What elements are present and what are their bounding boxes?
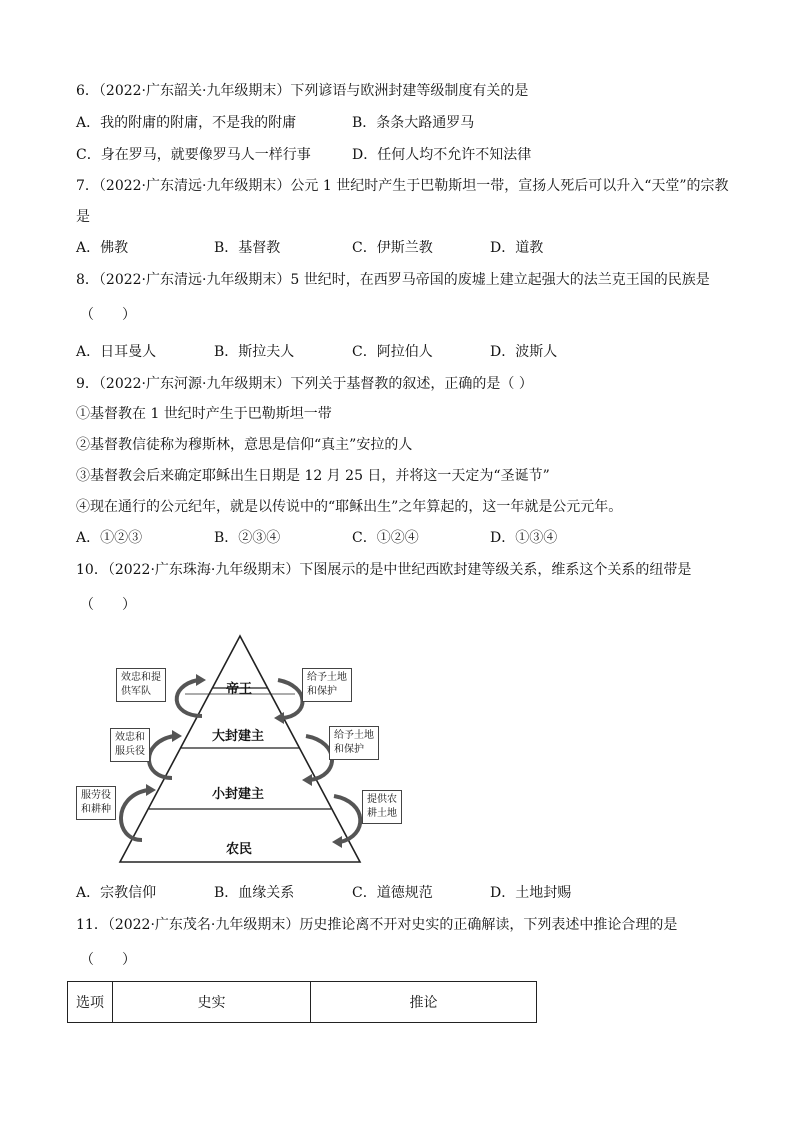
level-great-lords: 大封建主 <box>212 729 265 744</box>
q8-answer-paren: （ ） <box>80 307 136 323</box>
box-text: 和保护 <box>307 686 337 697</box>
q7-stem-line2: 是 <box>76 209 90 225</box>
q10-option-b: B．血缘关系 <box>214 885 295 901</box>
box-text: 服劳役 <box>81 790 111 801</box>
q6-option-a: A．我的附庸的附庸，不是我的附庸 <box>76 115 297 131</box>
left-duty-box-1 <box>116 668 166 702</box>
box-text: 和耕种 <box>81 804 111 815</box>
left-duty-box-2 <box>110 728 150 762</box>
q9-option-d: D．①③④ <box>490 530 558 546</box>
box-text: 耕土地 <box>367 808 397 819</box>
q7-option-c: C．伊斯兰教 <box>352 240 433 256</box>
q11-stem: 11．（2022·广东茂名·九年级期末）历史推论离不开对史实的正确解读，下列表述中推论合理的是 <box>76 917 678 933</box>
q9-option-b: B．②③④ <box>214 530 281 546</box>
box-text: 给予土地 <box>307 672 347 683</box>
box-text: 效忠和 <box>115 732 145 743</box>
q9-option-c: C．①②④ <box>352 530 419 546</box>
q8-option-c: C．阿拉伯人 <box>352 344 433 360</box>
q6-option-b: B．条条大路通罗马 <box>352 115 475 131</box>
q8-option-d: D．波斯人 <box>490 344 558 360</box>
q9-statement-2: ②基督教信徒称为穆斯林，意思是信仰“真主”安拉的人 <box>76 437 413 453</box>
q10-stem: 10．（2022·广东珠海·九年级期末）下图展示的是中世纪西欧封建等级关系，维系这个关系的纽带是 <box>76 562 692 578</box>
q9-statement-3: ③基督教会后来确定耶稣出生日期是 12 月 25 日，并将这一天定为“圣诞节” <box>76 468 550 484</box>
q6-stem: 6．（2022·广东韶关·九年级期末）下列谚语与欧洲封建等级制度有关的是 <box>76 83 529 99</box>
level-peasants: 农民 <box>226 842 253 857</box>
q10-answer-paren: （ ） <box>80 597 136 613</box>
q9-statement-4: ④现在通行的公元纪年，就是以传说中的“耶稣出生”之年算起的，这一年就是公元元年。 <box>76 499 623 515</box>
right-grant-box-1 <box>302 668 352 702</box>
level-emperor: 帝王 <box>226 682 253 697</box>
box-text: 服兵役 <box>115 746 145 757</box>
q7-option-a: A．佛教 <box>76 240 129 256</box>
q8-stem: 8．（2022·广东清远·九年级期末）5 世纪时，在西罗马帝国的废墟上建立起强大的法兰克王国的民族是 <box>76 272 710 288</box>
box-text: 和保护 <box>334 744 364 755</box>
right-grant-box-3 <box>362 790 402 824</box>
q10-option-c: C．道德规范 <box>352 885 433 901</box>
q9-option-a: A．①②③ <box>76 530 143 546</box>
q8-option-a: A．日耳曼人 <box>76 344 157 360</box>
q8-option-b: B．斯拉夫人 <box>214 344 295 360</box>
q7-option-d: D．道教 <box>490 240 544 256</box>
table-header-row <box>68 982 537 1023</box>
box-text: 给予土地 <box>334 730 374 741</box>
q10-option-a: A．宗教信仰 <box>76 885 157 901</box>
q10-option-d: D．土地封赐 <box>490 885 572 901</box>
q6-option-d: D．任何人均不允许不知法律 <box>352 147 532 163</box>
right-grant-box-2 <box>329 726 379 760</box>
q6-option-c: C．身在罗马，就要像罗马人一样行事 <box>76 147 311 163</box>
q9-stem: 9．（2022·广东河源·九年级期末）下列关于基督教的叙述，正确的是（ ） <box>76 376 533 392</box>
q11-answer-paren: （ ） <box>80 952 136 968</box>
history-inference-table <box>67 981 537 1023</box>
feudal-hierarchy-diagram <box>70 630 410 880</box>
header-fact: 史实 <box>113 982 311 1023</box>
q9-statement-1: ①基督教在 1 世纪时产生于巴勒斯坦一带 <box>76 406 332 422</box>
q7-option-b: B．基督教 <box>214 240 281 256</box>
level-lesser-lords: 小封建主 <box>212 787 265 802</box>
left-duty-box-3 <box>76 786 116 820</box>
box-text: 效忠和提 <box>121 672 161 683</box>
header-option: 选项 <box>68 982 113 1023</box>
box-text: 供军队 <box>121 686 151 697</box>
box-text: 提供农 <box>367 794 397 805</box>
header-inference: 推论 <box>311 982 537 1023</box>
q7-stem-line1: 7．（2022·广东清远·九年级期末）公元 1 世纪时产生于巴勒斯坦一带，宣扬人死后可以升入“天堂”的宗教 <box>76 178 729 194</box>
